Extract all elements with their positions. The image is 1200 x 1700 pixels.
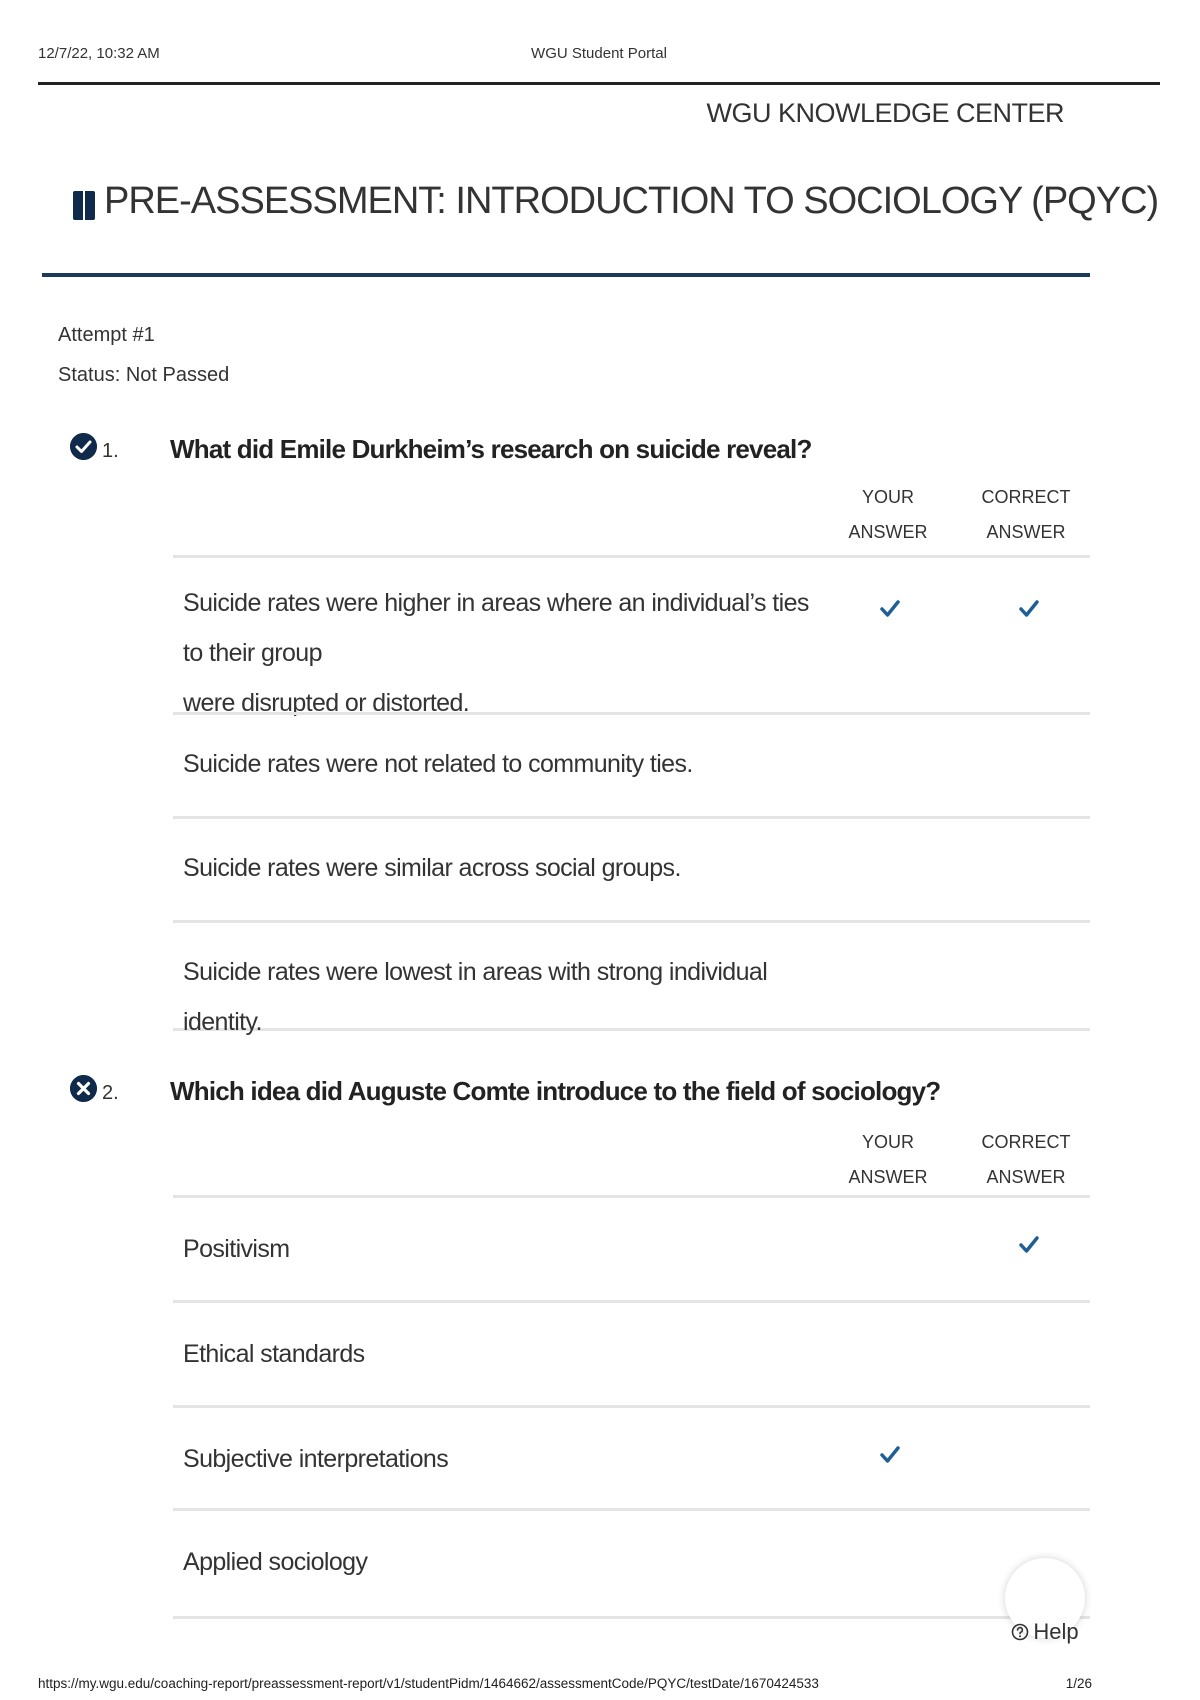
answer-option-text: Suicide rates were lowest in areas with strong individual identity. [183,958,768,1036]
title-divider [42,273,1090,277]
your-answer-check-icon [879,1444,901,1466]
your-answer-check-icon [879,598,901,620]
answer-option-text: Subjective interpretations [183,1445,449,1473]
answer-option-row [173,920,1090,1036]
correct-answer-header: CORRECT ANSWER [981,1132,1071,1187]
answer-option-text: Suicide rates were higher in areas where an individual’s ties to their group were disrupted or distorted. [183,589,809,717]
answer-option-row [173,1508,1090,1619]
page-title: PRE-ASSESSMENT: INTRODUCTION TO SOCIOLOGY (PQYC) [104,180,1159,222]
print-date: 12/7/22, 10:32 AM [38,45,160,62]
page-title-block [72,180,1158,223]
help-label: Help [1033,1619,1079,1644]
knowledge-center-title: WGU KNOWLEDGE CENTER [706,98,1064,128]
attempt-number: Attempt #1 [58,324,155,346]
attempt-status: Status: Not Passed [58,364,230,386]
your-answer-header: YOUR ANSWER [848,1132,928,1187]
print-header [38,40,1160,85]
incorrect-x-circle-icon [70,1075,97,1102]
print-title: WGU Student Portal [531,45,667,62]
answer-option-text: Applied sociology [183,1548,368,1576]
answer-option-row [173,816,1090,923]
question-number: 2. [102,1082,119,1104]
answer-option-row [173,1300,1090,1408]
correct-answer-check-icon [1018,598,1040,620]
answer-option-row [173,712,1090,819]
question-number: 1. [102,440,119,462]
attempt-info [58,315,229,395]
help-question-icon [1011,1623,1029,1641]
footer-url: https://my.wgu.edu/coaching-report/preassessment-report/v1/studentPidm/1464662/assessmentCode/PQYC/testDate/1670424533 [38,1676,819,1691]
answer-option-text: Suicide rates were not related to community ties. [183,750,693,778]
correct-check-circle-icon [70,433,97,460]
answer-option-text: Suicide rates were similar across social groups. [183,854,681,882]
answer-option-row [173,555,1090,715]
footer-page-number: 1/26 [1065,1676,1092,1691]
question-text: Which idea did Auguste Comte introduce to the field of sociology? [170,1076,941,1106]
your-answer-header: YOUR ANSWER [848,487,928,542]
help-button[interactable] [1005,1558,1085,1644]
correct-answer-check-icon [1018,1234,1040,1256]
answer-option-row [173,1195,1090,1303]
correct-answer-header: CORRECT ANSWER [981,487,1071,542]
question-text: What did Emile Durkheim’s research on suicide reveal? [170,434,812,464]
book-icon [72,188,96,222]
answer-option-text: Ethical standards [183,1340,365,1368]
answer-option-text: Positivism [183,1235,290,1263]
answer-option-row [173,1405,1090,1511]
